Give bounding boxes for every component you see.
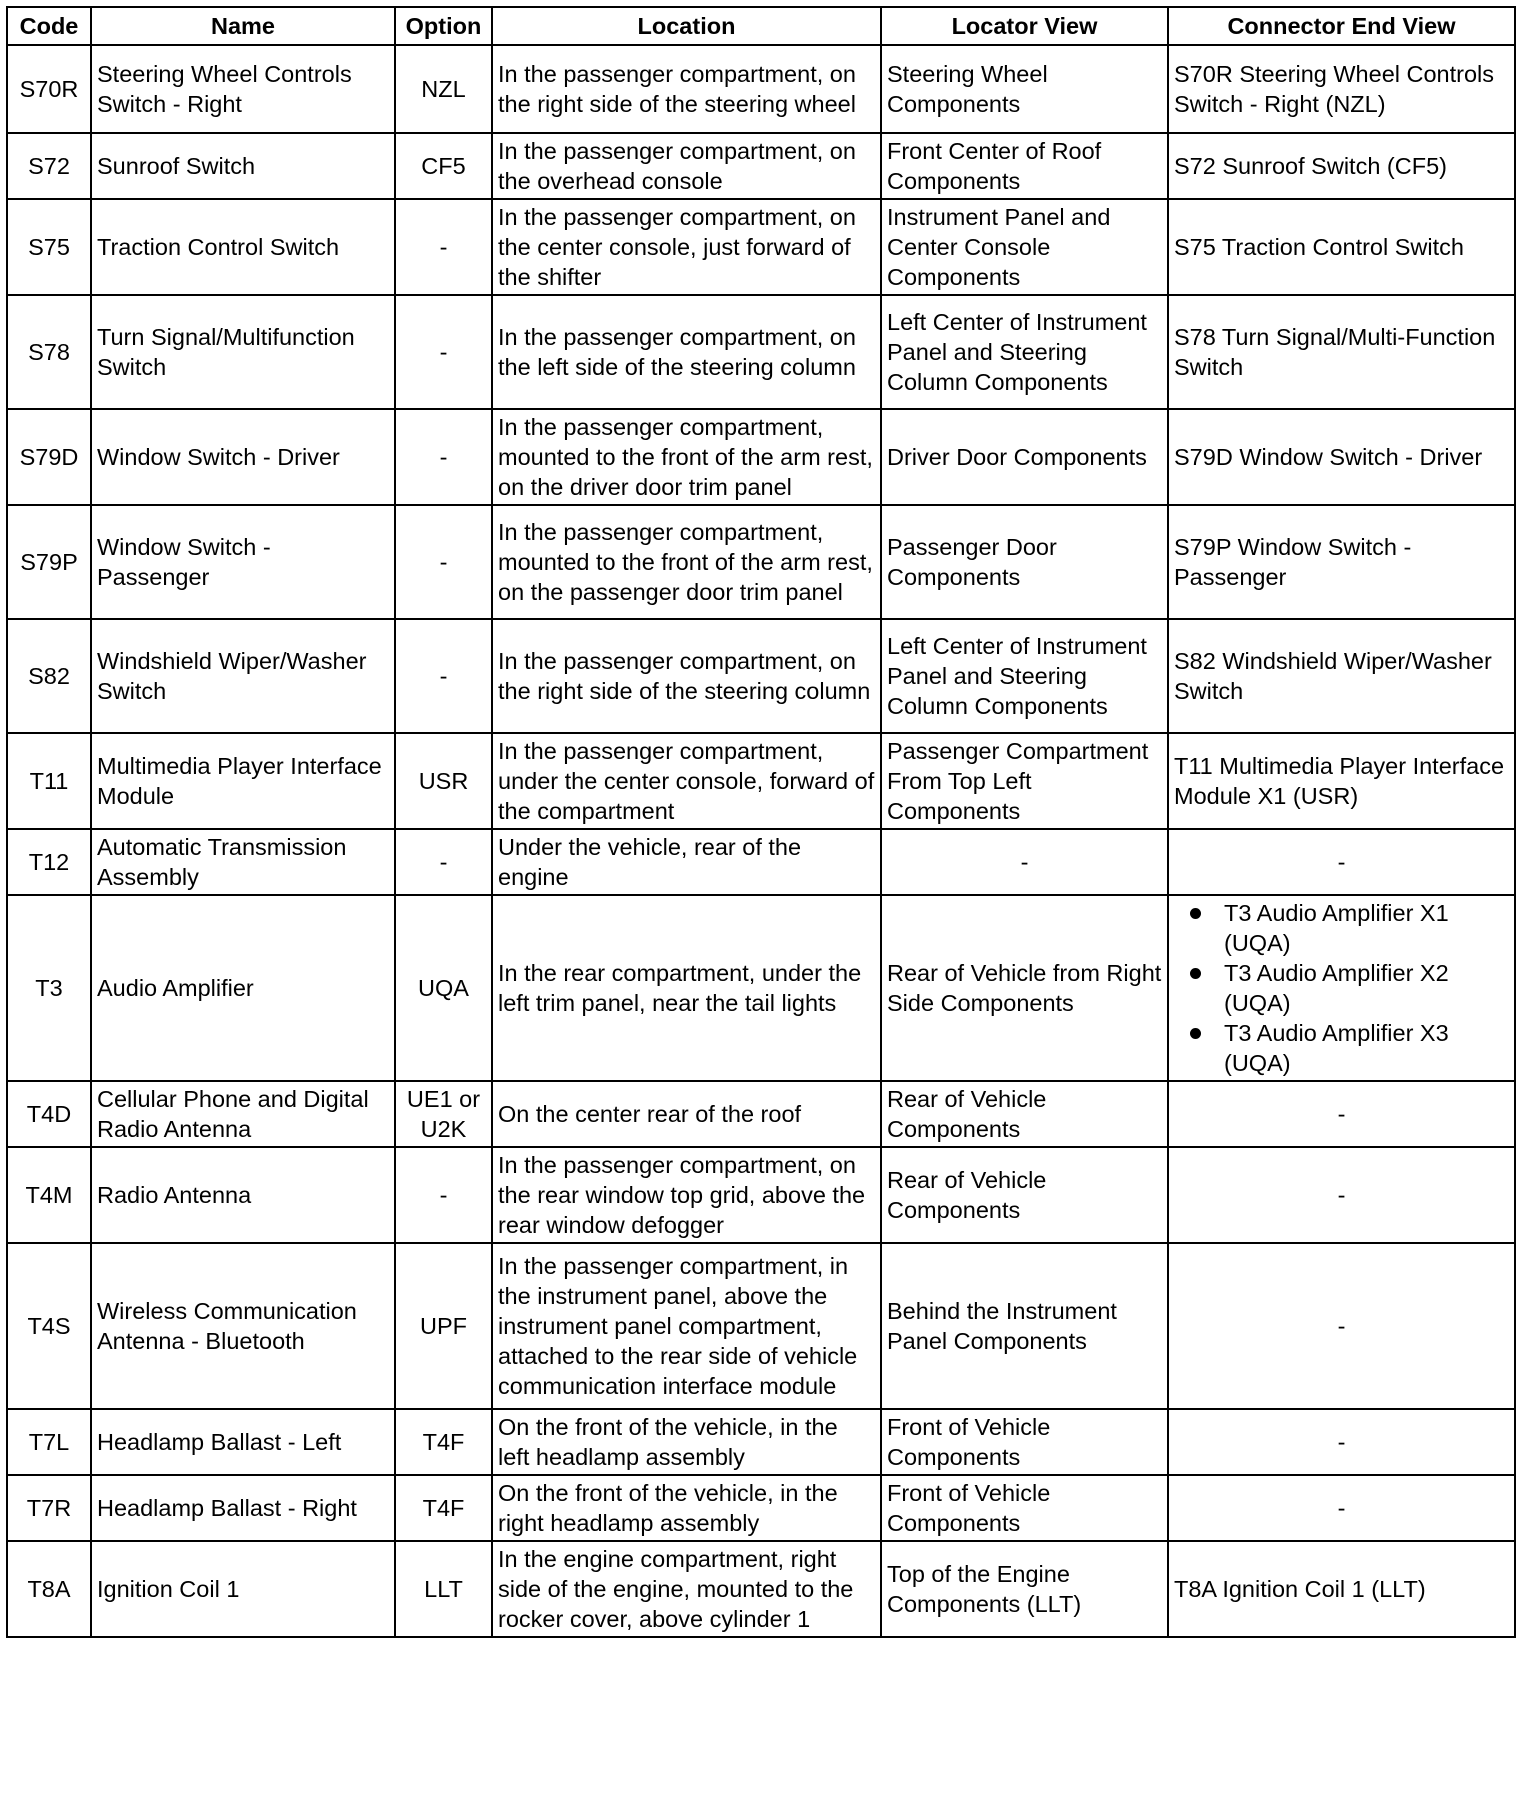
locator-view-link[interactable]: Front Center of Roof Components <box>881 133 1168 199</box>
code-cell: T11 <box>7 733 91 829</box>
connector-end-view-cell: - <box>1168 1475 1515 1541</box>
name-cell: Audio Amplifier <box>91 895 395 1081</box>
option-cell: T4F <box>395 1475 492 1541</box>
table-row <box>7 1243 1515 1409</box>
table-row <box>7 1541 1515 1637</box>
option-cell: NZL <box>395 45 492 133</box>
code-cell: S75 <box>7 199 91 295</box>
code-cell: S70R <box>7 45 91 133</box>
location-cell: In the rear compartment, under the left trim panel, near the tail lights <box>492 895 881 1081</box>
connector-end-view-link[interactable]: S78 Turn Signal/Multi-Function Switch <box>1168 295 1515 409</box>
header-code: Code <box>7 7 91 45</box>
location-cell: On the front of the vehicle, in the left headlamp assembly <box>492 1409 881 1475</box>
name-cell: Traction Control Switch <box>91 199 395 295</box>
location-cell: In the passenger compartment, mounted to the front of the arm rest, on the driver door trim panel <box>492 409 881 505</box>
table-row <box>7 829 1515 895</box>
table-row <box>7 1081 1515 1147</box>
connector-end-view-link[interactable]: T8A Ignition Coil 1 (LLT) <box>1168 1541 1515 1637</box>
name-cell: Steering Wheel Controls Switch - Right <box>91 45 395 133</box>
connector-end-view-link[interactable]: S75 Traction Control Switch <box>1168 199 1515 295</box>
connector-bullet-list <box>1174 898 1509 1078</box>
code-cell: S72 <box>7 133 91 199</box>
code-cell: T12 <box>7 829 91 895</box>
locator-view-cell: - <box>881 829 1168 895</box>
locator-view-link[interactable]: Left Center of Instrument Panel and Steering Column Components <box>881 619 1168 733</box>
code-cell: S82 <box>7 619 91 733</box>
name-cell: Turn Signal/Multifunction Switch <box>91 295 395 409</box>
table-row <box>7 295 1515 409</box>
option-cell: T4F <box>395 1409 492 1475</box>
connector-list-item[interactable]: T3 Audio Amplifier X3 (UQA) <box>1174 1018 1509 1078</box>
header-locator-view: Locator View <box>881 7 1168 45</box>
table-row <box>7 733 1515 829</box>
header-location: Location <box>492 7 881 45</box>
location-cell: In the passenger compartment, on the left side of the steering column <box>492 295 881 409</box>
option-cell: - <box>395 505 492 619</box>
option-cell: - <box>395 409 492 505</box>
location-cell: On the front of the vehicle, in the right headlamp assembly <box>492 1475 881 1541</box>
connector-list-item[interactable]: T3 Audio Amplifier X2 (UQA) <box>1174 958 1509 1018</box>
connector-end-view-cell: - <box>1168 829 1515 895</box>
code-cell: T3 <box>7 895 91 1081</box>
name-cell: Ignition Coil 1 <box>91 1541 395 1637</box>
connector-end-view-link[interactable]: S72 Sunroof Switch (CF5) <box>1168 133 1515 199</box>
header-connector-end-view: Connector End View <box>1168 7 1515 45</box>
location-cell: In the passenger compartment, on the overhead console <box>492 133 881 199</box>
table-row <box>7 1409 1515 1475</box>
header-row <box>7 7 1515 45</box>
option-cell: UPF <box>395 1243 492 1409</box>
locator-view-link[interactable]: Passenger Door Components <box>881 505 1168 619</box>
header-name: Name <box>91 7 395 45</box>
connector-end-view-link[interactable]: S70R Steering Wheel Controls Switch - Right (NZL) <box>1168 45 1515 133</box>
table-row <box>7 1475 1515 1541</box>
component-locator-table <box>6 6 1516 1638</box>
name-cell: Sunroof Switch <box>91 133 395 199</box>
location-cell: In the passenger compartment, mounted to the front of the arm rest, on the passenger door trim panel <box>492 505 881 619</box>
table-row <box>7 409 1515 505</box>
location-cell: On the center rear of the roof <box>492 1081 881 1147</box>
connector-end-view-link[interactable]: S82 Windshield Wiper/Washer Switch <box>1168 619 1515 733</box>
connector-end-view-cell: - <box>1168 1243 1515 1409</box>
name-cell: Radio Antenna <box>91 1147 395 1243</box>
code-cell: S79D <box>7 409 91 505</box>
table-row <box>7 505 1515 619</box>
locator-view-link[interactable]: Instrument Panel and Center Console Components <box>881 199 1168 295</box>
code-cell: T4S <box>7 1243 91 1409</box>
connector-end-view-list-cell <box>1168 895 1515 1081</box>
locator-view-link[interactable]: Passenger Compartment From Top Left Components <box>881 733 1168 829</box>
connector-list-item[interactable]: T3 Audio Amplifier X1 (UQA) <box>1174 898 1509 958</box>
locator-view-link[interactable]: Front of Vehicle Components <box>881 1475 1168 1541</box>
code-cell: S79P <box>7 505 91 619</box>
connector-end-view-cell: - <box>1168 1147 1515 1243</box>
option-cell: CF5 <box>395 133 492 199</box>
component-locator-table-sheet <box>6 6 1514 1638</box>
location-cell: In the passenger compartment, under the center console, forward of the compartment <box>492 733 881 829</box>
name-cell: Windshield Wiper/Washer Switch <box>91 619 395 733</box>
connector-end-view-cell: - <box>1168 1409 1515 1475</box>
table-row <box>7 1147 1515 1243</box>
location-cell: In the passenger compartment, on the right side of the steering column <box>492 619 881 733</box>
option-cell: - <box>395 829 492 895</box>
code-cell: T4D <box>7 1081 91 1147</box>
code-cell: T8A <box>7 1541 91 1637</box>
code-cell: S78 <box>7 295 91 409</box>
option-cell: - <box>395 199 492 295</box>
table-row <box>7 619 1515 733</box>
locator-view-link[interactable]: Front of Vehicle Components <box>881 1409 1168 1475</box>
code-cell: T7R <box>7 1475 91 1541</box>
name-cell: Headlamp Ballast - Right <box>91 1475 395 1541</box>
location-cell: In the passenger compartment, on the center console, just forward of the shifter <box>492 199 881 295</box>
option-cell: UQA <box>395 895 492 1081</box>
name-cell: Automatic Transmission Assembly <box>91 829 395 895</box>
header-option: Option <box>395 7 492 45</box>
locator-view-link[interactable]: Driver Door Components <box>881 409 1168 505</box>
name-cell: Window Switch - Driver <box>91 409 395 505</box>
table-row <box>7 895 1515 1081</box>
name-cell: Headlamp Ballast - Left <box>91 1409 395 1475</box>
code-cell: T7L <box>7 1409 91 1475</box>
locator-view-link[interactable]: Rear of Vehicle Components <box>881 1081 1168 1147</box>
locator-view-link[interactable]: Steering Wheel Components <box>881 45 1168 133</box>
option-cell: - <box>395 295 492 409</box>
option-cell: - <box>395 619 492 733</box>
name-cell: Window Switch - Passenger <box>91 505 395 619</box>
location-cell: In the passenger compartment, on the right side of the steering wheel <box>492 45 881 133</box>
locator-view-link[interactable]: Rear of Vehicle from Right Side Components <box>881 895 1168 1081</box>
option-cell: UE1 or U2K <box>395 1081 492 1147</box>
table-row <box>7 45 1515 133</box>
option-cell: LLT <box>395 1541 492 1637</box>
location-cell: In the passenger compartment, on the rear window top grid, above the rear window defogger <box>492 1147 881 1243</box>
name-cell: Multimedia Player Interface Module <box>91 733 395 829</box>
locator-view-link[interactable]: Rear of Vehicle Components <box>881 1147 1168 1243</box>
connector-end-view-link[interactable]: S79D Window Switch - Driver <box>1168 409 1515 505</box>
connector-end-view-link[interactable]: T11 Multimedia Player Interface Module X1 (USR) <box>1168 733 1515 829</box>
table-row <box>7 199 1515 295</box>
name-cell: Wireless Communication Antenna - Bluetooth <box>91 1243 395 1409</box>
location-cell: In the engine compartment, right side of the engine, mounted to the rocker cover, above cylinder 1 <box>492 1541 881 1637</box>
option-cell: - <box>395 1147 492 1243</box>
table-row <box>7 133 1515 199</box>
locator-view-link[interactable]: Behind the Instrument Panel Components <box>881 1243 1168 1409</box>
locator-view-link[interactable]: Top of the Engine Components (LLT) <box>881 1541 1168 1637</box>
locator-view-link[interactable]: Left Center of Instrument Panel and Steering Column Components <box>881 295 1168 409</box>
connector-end-view-cell: - <box>1168 1081 1515 1147</box>
name-cell: Cellular Phone and Digital Radio Antenna <box>91 1081 395 1147</box>
code-cell: T4M <box>7 1147 91 1243</box>
option-cell: USR <box>395 733 492 829</box>
location-cell: Under the vehicle, rear of the engine <box>492 829 881 895</box>
connector-end-view-link[interactable]: S79P Window Switch - Passenger <box>1168 505 1515 619</box>
location-cell: In the passenger compartment, in the instrument panel, above the instrument panel compartment, attached to the rear side of vehicle communication interface module <box>492 1243 881 1409</box>
